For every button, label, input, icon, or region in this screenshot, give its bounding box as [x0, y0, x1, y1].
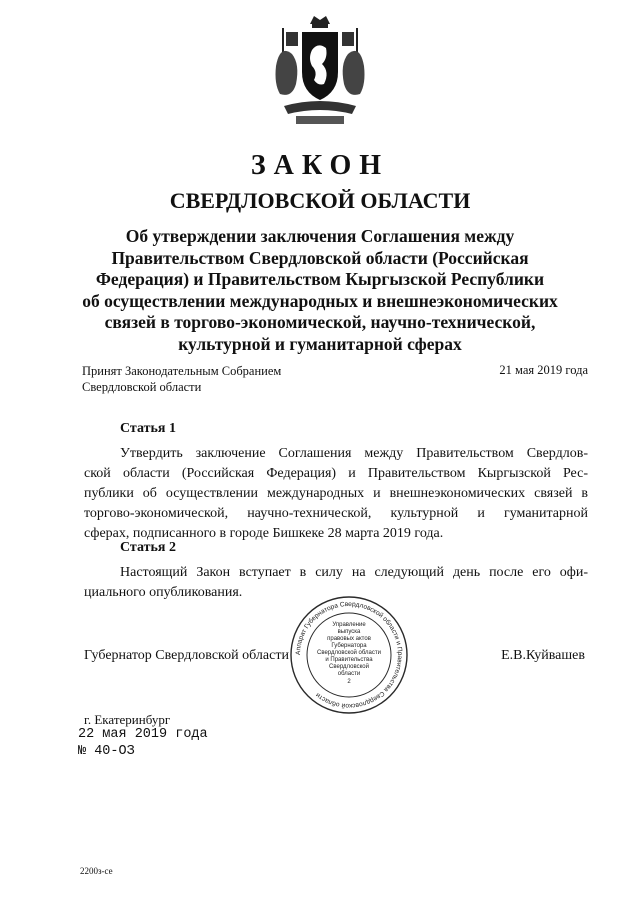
article-1-line: публики об осуществлении международных и внешнеэкономических связей в — [84, 486, 588, 501]
official-stamp-icon — [288, 594, 410, 716]
article-2-line: циального опубликования. — [84, 585, 243, 600]
law-title-line: Об утверждении заключения Соглашения между — [125, 226, 515, 246]
document-region-subtitle: СВЕРДЛОВСКОЙ ОБЛАСТИ — [169, 188, 471, 213]
article-2-heading: Статья 2 — [120, 540, 176, 555]
adoption-line-2: Свердловской области — [82, 380, 202, 394]
stamp-line: Свердловской — [329, 664, 369, 670]
document-code: 2200з-се — [80, 866, 113, 876]
law-title-line: Правительством Свердловской области (Российская — [111, 247, 529, 268]
stamp-line: области — [337, 671, 361, 677]
stamp-line: и Правительства — [325, 657, 373, 663]
stamp-number: 2 — [347, 679, 351, 685]
governor-name: Е.В.Куйвашев — [501, 648, 585, 663]
law-title — [60, 226, 580, 355]
article-1-line: сферах, подписанного в городе Бишкеке 28 марта 2019 года. — [84, 526, 444, 541]
registration-date: 22 мая 2019 года — [78, 727, 208, 742]
coat-of-arms-icon — [270, 14, 370, 132]
document-type-title: ЗАКОН — [250, 150, 390, 181]
adoption-line-1: Принят Законодательным Собранием — [82, 364, 282, 378]
adoption-authority — [82, 363, 281, 395]
stamp-line: выпуска — [337, 629, 361, 635]
stamp-line: правовых актов — [327, 636, 371, 642]
article-1-line: ской области (Российская Федерация) и Правительством Кыргызской Рес- — [84, 466, 588, 481]
article-2-line: Настоящий Закон вступает в силу на следующий день после его офи- — [120, 565, 588, 580]
law-title-line: культурной и гуманитарной сферах — [178, 333, 462, 354]
adoption-date: 21 мая 2019 года — [499, 363, 588, 377]
stamp-line: Губернатора — [331, 643, 367, 649]
article-1-heading: Статья 1 — [120, 421, 176, 436]
governor-title: Губернатор Свердловской области — [84, 648, 289, 663]
article-1-text — [84, 444, 588, 544]
law-title-line: об осуществлении международных и внешнеэкономических — [82, 290, 558, 311]
signing-place: г. Екатеринбург — [84, 712, 171, 727]
registration-number: № 40-ОЗ — [78, 744, 135, 759]
stamp-line: Свердловской области — [316, 650, 382, 656]
article-1-line: торгово-экономической, научно-технической, культурной и гуманитарной — [84, 506, 588, 521]
law-title-line: связей в торгово-экономической, научно-технической, — [104, 312, 536, 332]
law-title-line: Федерация) и Правительством Кыргызской Республики — [95, 269, 545, 289]
article-1-line: Утвердить заключение Соглашения между Правительством Свердлов- — [120, 446, 588, 461]
stamp-ring-text: Аппарат Губернатора Свердловской области и Правительства Свердловской области — [294, 600, 404, 710]
stamp-line: Управление — [332, 622, 366, 628]
